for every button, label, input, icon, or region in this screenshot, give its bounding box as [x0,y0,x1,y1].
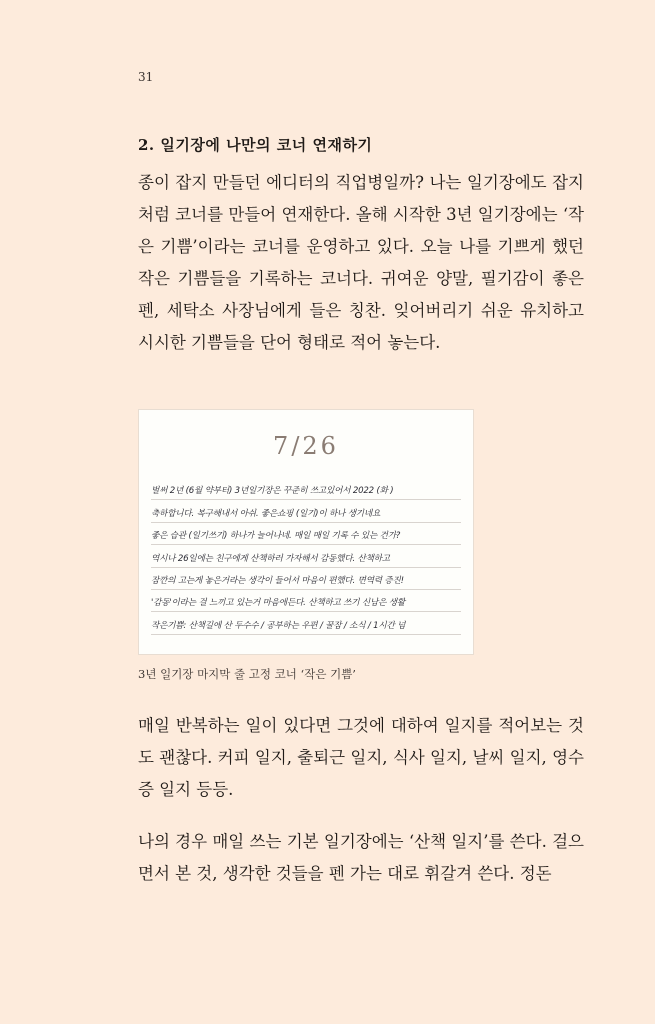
body-paragraph-logs: 매일 반복하는 일이 있다면 그것에 대하여 일지를 적어보는 것도 괜찮다. 커피 일지, 출퇴근 일지, 식사 일지, 날씨 일지, 영수증 일지 등등. [138,716,584,799]
diary-date: 7/26 [273,432,339,460]
diary-line [151,612,461,634]
diary-line-text: 작은기쁨: 산책길에 산 두수수 / 공부하는 우편 / 꿀잠 / 소식 / 1시간 넘 [151,620,406,631]
diary-photo [138,409,474,655]
diary-line [151,478,461,500]
diary-line [151,523,461,545]
handwritten-lines [139,478,473,635]
page-number: 31 [138,70,154,84]
diary-line-text: 좋은 습관 (일기쓰기) 하나가 늘어나네. 매일 매일 기록 수 있는 건가? [151,531,401,542]
diary-line-text: 벌써 2년 (6월 약부터) 3년일기장은 꾸준히 쓰고있어서 2022 (화 ) [151,486,394,497]
body-paragraph-walk: 나의 경우 매일 쓰는 기본 일기장에는 ‘산책 일지’를 쓴다. 걸으면서 본 것, 생각한 것들을 펜 가는 대로 휘갈겨 쓴다. 정돈 [138,832,584,883]
diary-line-text: 역시나 26일에는 친구에게 산책하러 가자해서 감동했다. 산책하고 [151,553,390,564]
body-paragraph-intro: 종이 잡지 만들던 에디터의 직업병일까? 나는 일기장에도 잡지처럼 코너를 만들어 연재한다. 올해 시작한 3년 일기장에는 ‘작은 기쁨’이라는 코너를 운영하고 있다. 오늘 나를 기쁘게 했던 작은 기쁨들을 기록하는 코너다. 귀여운 양말, 필기감이 좋은 펜, 세탁소 사장님에게 들은 칭찬. 잊어버리기 쉬운 유치하고 시시한 기쁨들을 단어 형태로 적어 놓는다. [138,173,584,352]
diary-line [151,568,461,590]
diary-line [151,590,461,612]
diary-line-text: 잠깐의 고는게 놓은거라는 생각이 들어서 마음이 편했다. 면역력 증진! [151,575,404,586]
diary-line-text: '감동'이라는 걸 느끼고 있는거 마음에든다. 산책하고 쓰기 신남은 생활 [151,598,405,609]
figure-caption: 3년 일기장 마지막 줄 고정 코너 ‘작은 기쁨’ [138,667,356,681]
diary-line [151,500,461,522]
section-heading: 2. 일기장에 나만의 코너 연재하기 [138,136,373,154]
diary-line [151,545,461,567]
diary-line-text: 축하합니다. 복구해내서 아쉬. 좋은쇼핑 (일기)이 하나 생기네요 [151,508,381,519]
